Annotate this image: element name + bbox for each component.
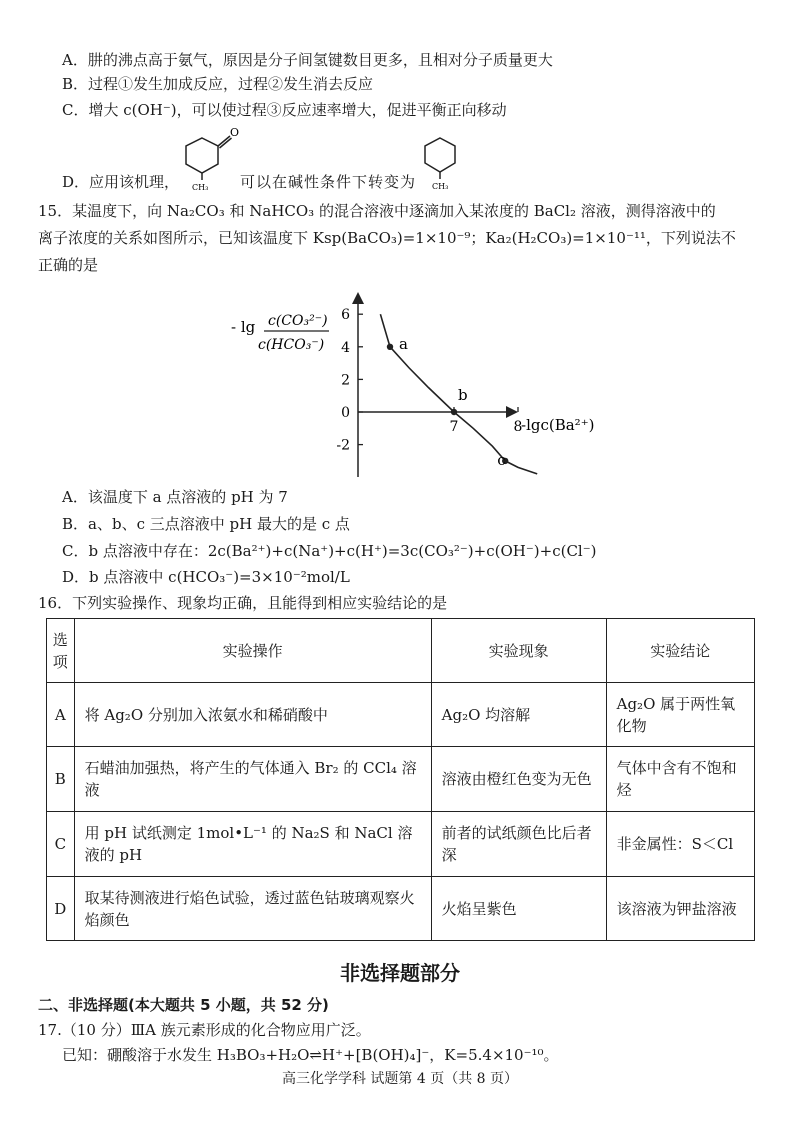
q15-stem-line1: 15．某温度下，向 Na₂CO₃ 和 NaHCO₃ 的混合溶液中逐滴加入某浓度的 BaCl₂ 溶液，测得溶液中的	[38, 202, 716, 220]
row-operation: 石蜡油加强热，将产生的气体通入 Br₂ 的 CCl₄ 溶液	[74, 747, 431, 812]
row-phenomenon: 前者的试纸颜色比后者深	[431, 812, 606, 877]
point-b	[451, 409, 457, 415]
x-axis-label: -lgc(Ba²⁺)	[521, 416, 595, 434]
header-option: 选项	[47, 619, 75, 683]
y-label-denominator: c(HCO₃⁻)	[258, 337, 325, 353]
y-label-numerator: c(CO₃²⁻)	[268, 313, 328, 329]
row-conclusion: 气体中含有不饱和烃	[606, 747, 754, 812]
row-option: A	[47, 683, 75, 747]
q15-option-a: A．该温度下 a 点溶液的 pH 为 7	[62, 488, 288, 506]
q15-option-d: D．b 点溶液中 c(HCO₃⁻)=3×10⁻²mol/L	[62, 568, 350, 586]
table-row	[47, 683, 755, 747]
q14-option-c: C．增大 c(OH⁻)，可以使过程③反应速率增大，促进平衡正向移动	[62, 101, 507, 119]
mol2-methyl-label: CH₃	[432, 182, 449, 190]
y-tick-label: 6	[341, 307, 350, 324]
q15-option-b: B．a、b、c 三点溶液中 pH 最大的是 c 点	[62, 515, 350, 533]
x-tick-label: 7	[449, 419, 459, 435]
point-a	[387, 344, 393, 350]
row-conclusion: Ag₂O 属于两性氧化物	[606, 683, 754, 747]
row-option: C	[47, 812, 75, 877]
q15-stem-line2: 离子浓度的关系如图所示，已知该温度下 Ksp(BaCO₃)=1×10⁻⁹；Ka₂(H₂CO₃)=1×10⁻¹¹，下列说法不	[38, 229, 736, 247]
row-option: B	[47, 747, 75, 812]
header-conclusion: 实验结论	[606, 619, 754, 683]
row-phenomenon: Ag₂O 均溶解	[431, 683, 606, 747]
row-operation: 将 Ag₂O 分别加入浓氨水和稀硝酸中	[74, 683, 431, 747]
q14-option-a: A．肼的沸点高于氨气，原因是分子间氢键数目更多，且相对分子质量更大	[62, 51, 553, 69]
q14-option-b: B．过程①发生加成反应，过程②发生消去反应	[62, 75, 374, 93]
row-conclusion: 非金属性：S＜Cl	[606, 812, 754, 877]
concentration-chart	[215, 285, 615, 485]
row-phenomenon: 溶液由橙红色变为无色	[431, 747, 606, 812]
q16-stem: 16．下列实验操作、现象均正确，且能得到相应实验结论的是	[38, 594, 448, 612]
table-row	[47, 747, 755, 812]
row-operation: 用 pH 试纸测定 1mol•L⁻¹ 的 Na₂S 和 NaCl 溶液的 pH	[74, 812, 431, 877]
q17-line2: 已知：硼酸溶于水发生 H₃BO₃+H₂O⇌H⁺+[B(OH)₄]⁻，K=5.4×10⁻¹⁰。	[62, 1046, 559, 1064]
q15-stem-line3: 正确的是	[38, 256, 99, 274]
row-operation: 取某待测液进行焰色试验，透过蓝色钴玻璃观察火焰颜色	[74, 877, 431, 941]
y-tick-label: -2	[336, 437, 350, 454]
x-tick-label: 8	[513, 419, 523, 435]
part2-heading: 二、非选择题(本大题共 5 小题，共 52 分)	[38, 996, 329, 1014]
page-footer: 高三化学学科 试题第 4 页（共 8 页）	[281, 1071, 519, 1087]
q15-option-c: C．b 点溶液中存在：2c(Ba²⁺)+c(Na⁺)+c(H⁺)=3c(CO₃²⁻)+c(OH⁻)+c(Cl⁻)	[62, 542, 597, 560]
q17-line1: 17.（10 分）ⅢA 族元素形成的化合物应用广泛。	[38, 1021, 371, 1039]
y-tick-label: 0	[341, 405, 350, 421]
table-row	[47, 812, 755, 877]
mol1-oxygen: O	[230, 126, 240, 139]
y-label-prefix: - lg	[231, 318, 256, 336]
point-label-c: c	[497, 450, 506, 469]
y-tick-label: 4	[341, 339, 350, 356]
y-tick-label: 2	[341, 372, 350, 389]
point-label-a: a	[399, 334, 408, 353]
experiment-table	[46, 618, 755, 941]
methylcyclohexane-molecule	[420, 130, 470, 190]
q14-option-d-prefix: D．应用该机理，	[62, 173, 180, 191]
q14-option-d-middle: 可以在碱性条件下转变为	[240, 173, 417, 191]
header-phenomenon: 实验现象	[431, 619, 606, 683]
table-row	[47, 877, 755, 941]
table-header-row	[47, 619, 755, 683]
row-option: D	[47, 877, 75, 941]
row-conclusion: 该溶液为钾盐溶液	[606, 877, 754, 941]
header-operation: 实验操作	[74, 619, 431, 683]
section-title: 非选择题部分	[340, 961, 460, 985]
point-label-b: b	[458, 386, 468, 404]
row-phenomenon: 火焰呈紫色	[431, 877, 606, 941]
mol1-methyl-label: CH₃	[192, 183, 209, 190]
ketone-molecule	[180, 124, 240, 190]
